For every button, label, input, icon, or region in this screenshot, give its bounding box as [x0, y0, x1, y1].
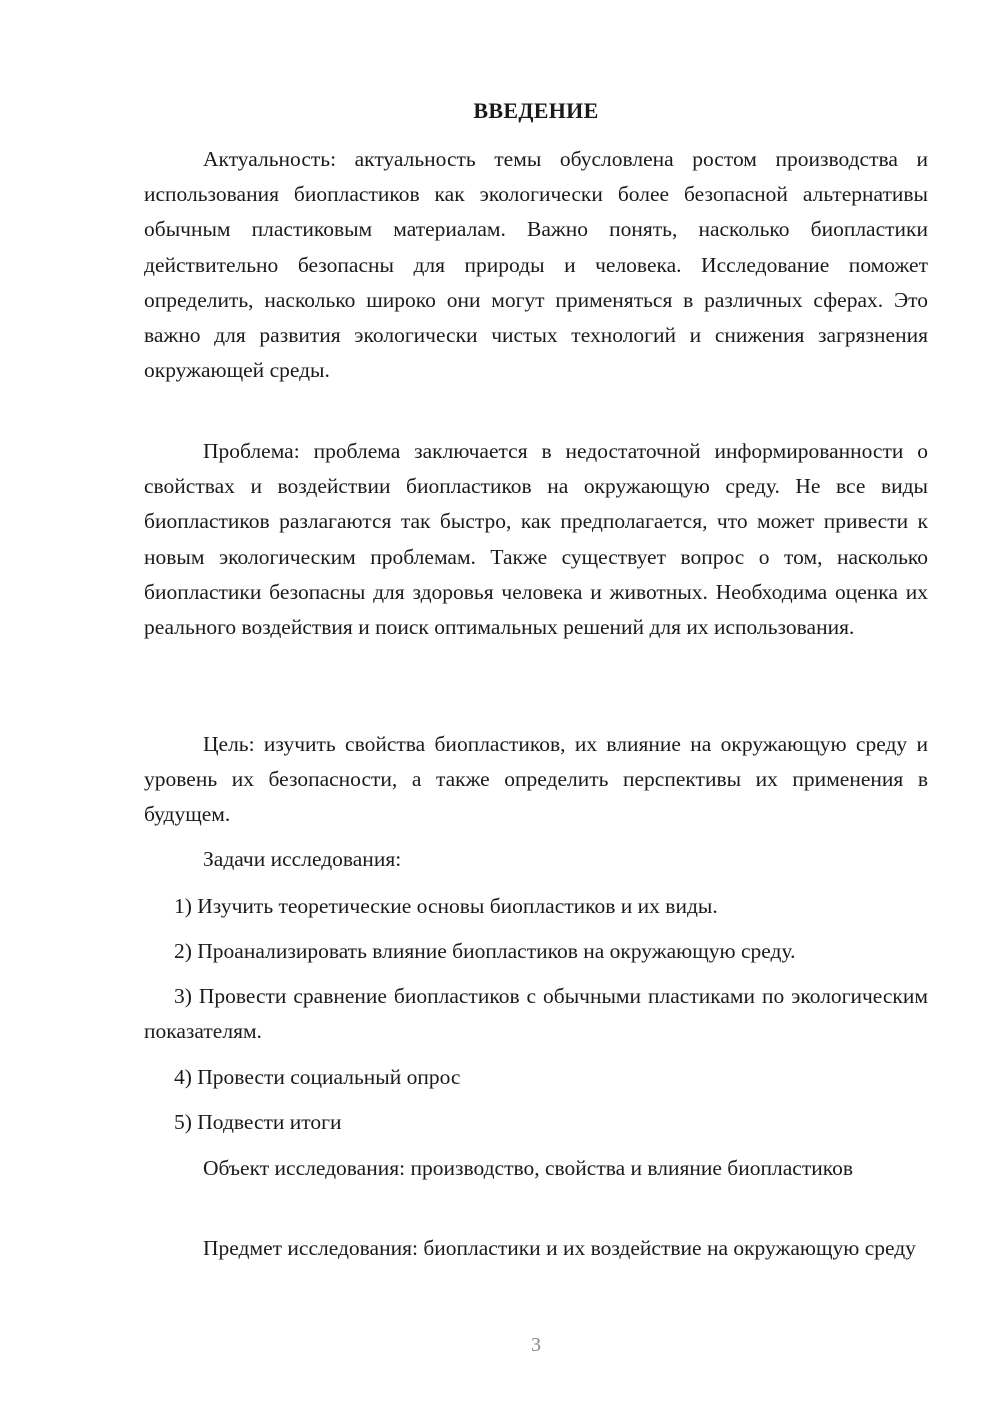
task-item-4-block: [144, 1060, 928, 1095]
tasks-heading-block: [144, 842, 928, 877]
goal-block: [144, 727, 928, 833]
task-item-3: 3) Провести сравнение биопластиков с обычными пластиками по экологическим показателям.: [144, 984, 928, 1044]
relevance-block: [144, 142, 928, 388]
tasks-heading: Задачи исследования:: [203, 847, 402, 871]
page-number: 3: [531, 1334, 541, 1356]
task-item-5: 5) Подвести итоги: [174, 1110, 342, 1134]
task-item-1-block: [144, 889, 928, 924]
object-paragraph: Объект исследования: производство, свойства и влияние биопластиков: [203, 1156, 853, 1180]
subject-block: [144, 1231, 928, 1266]
problem-block: [144, 434, 928, 645]
task-item-2: 2) Проанализировать влияние биопластиков на окружающую среду.: [174, 939, 796, 963]
task-item-4: 4) Провести социальный опрос: [174, 1065, 461, 1089]
relevance-paragraph: Актуальность: актуальность темы обусловлена ростом производства и использования биопластиков как экологически более безопасной альтернативы обычным пластиковым материалам. Важно понять, насколько биопластики действительно безопасны для природы и человека. Исследование поможет определить, насколько широко они могут применяться в различных сферах. Это важно для развития экологически чистых технологий и снижения загрязнения окружающей среды.: [144, 147, 928, 383]
object-block: [144, 1151, 928, 1186]
task-item-3-block: [144, 979, 928, 1049]
task-item-1: 1) Изучить теоретические основы биопластиков и их виды.: [174, 894, 718, 918]
problem-paragraph: Проблема: проблема заключается в недостаточной информированности о свойствах и воздействии биопластиков на окружающую среду. Не все виды биопластиков разлагаются так быстро, как предполагается, что может привести к новым экологическим проблемам. Также существует вопрос о том, насколько биопластики безопасны для здоровья человека и животных. Необходима оценка их реального воздействия и поиск оптимальных решений для их использования.: [144, 439, 928, 640]
subject-paragraph: Предмет исследования: биопластики и их воздействие на окружающую среду: [203, 1236, 916, 1260]
task-item-2-block: [144, 934, 928, 969]
section-heading: ВВЕДЕНИЕ: [473, 98, 599, 123]
task-item-5-block: [144, 1105, 928, 1140]
goal-paragraph: Цель: изучить свойства биопластиков, их влияние на окружающую среду и уровень их безопасности, а также определить перспективы их применения в будущем.: [144, 732, 928, 827]
